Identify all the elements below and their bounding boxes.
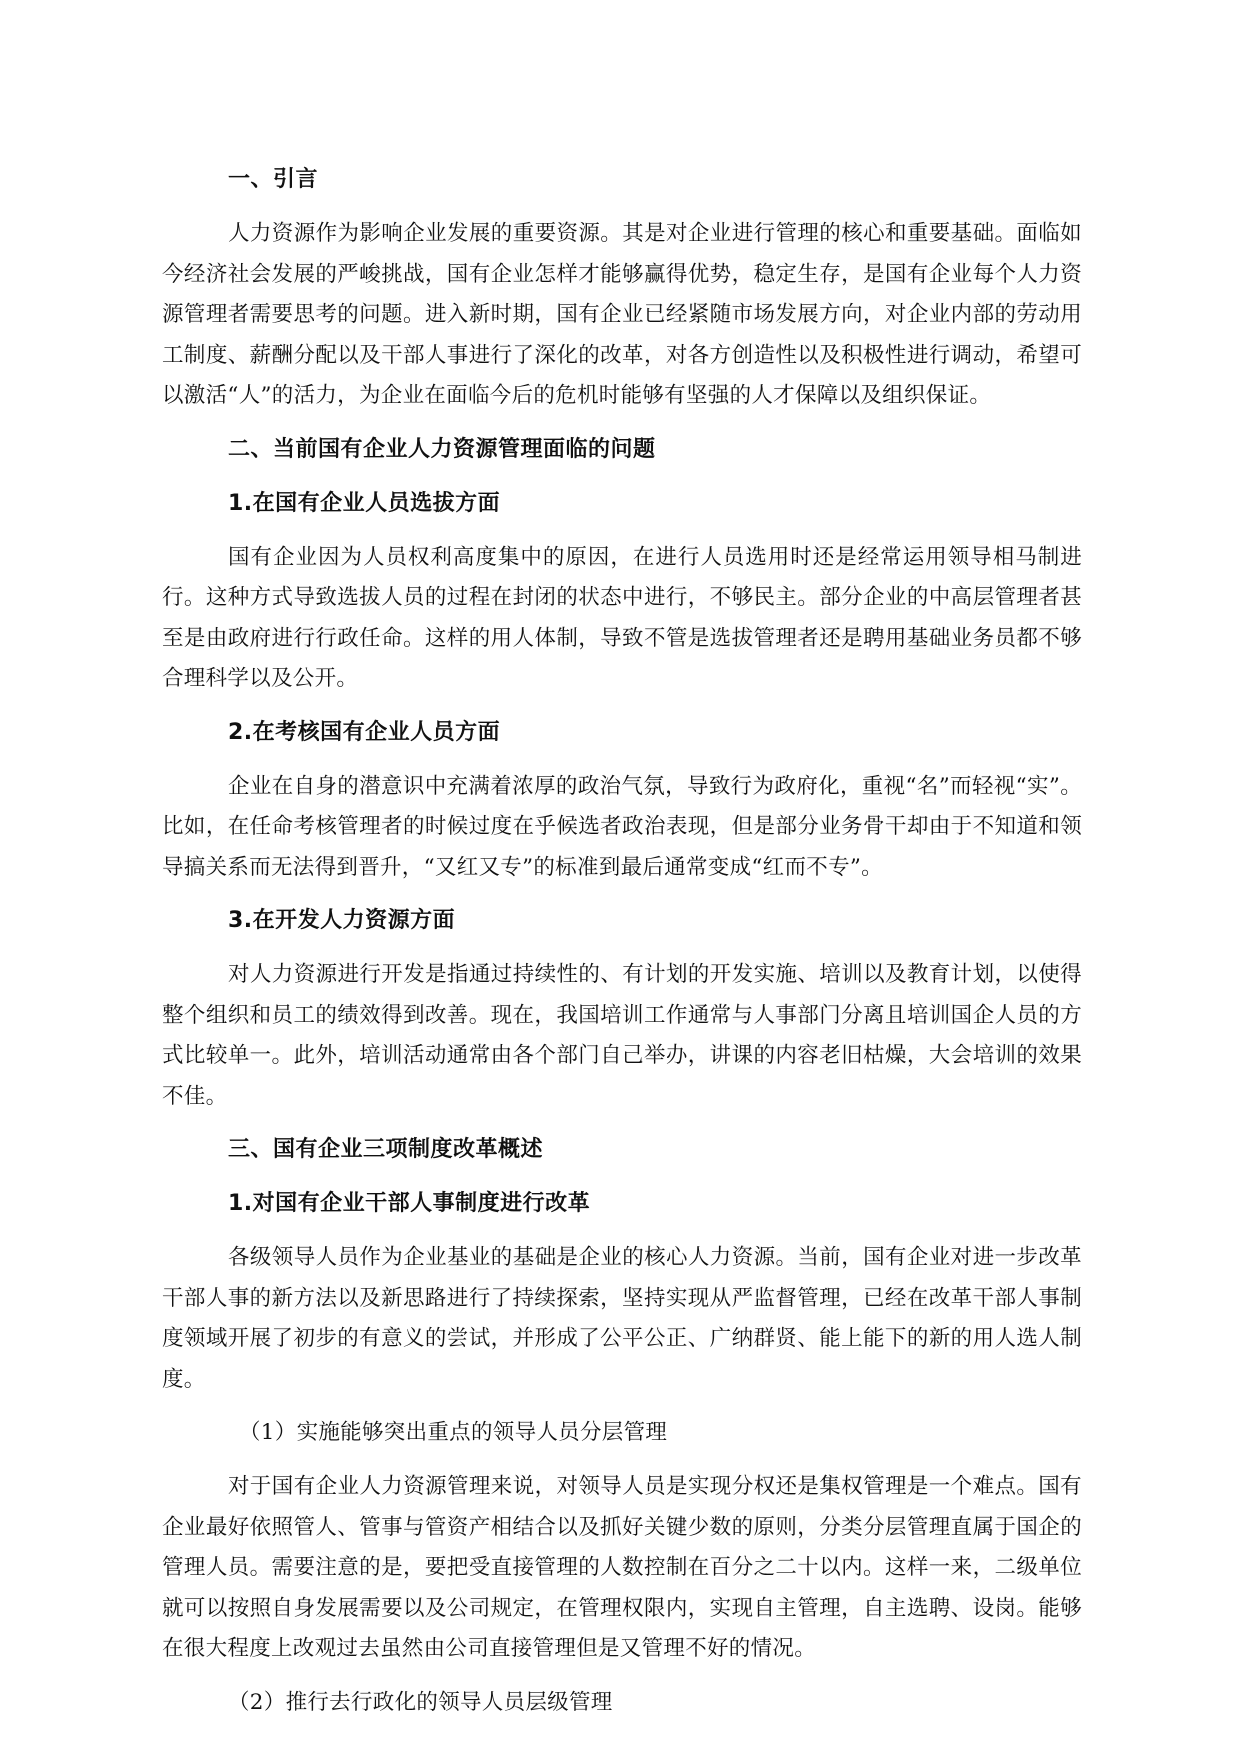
list-item-tiered-management: （1）实施能够突出重点的领导人员分层管理 [239, 1420, 668, 1445]
subheading-cadre-reform: 1.对国有企业干部人事制度进行改革 [228, 1191, 591, 1216]
paragraph-cadre-reform: 各级领导人员作为企业基业的基础是企业的核心人力资源。当前，国有企业对进一步改革干部人事的新方法以及新思路进行了持续探索，坚持实现从严监督管理，已经在改革干部人事制度领域开展了初步的有意义的尝试，并形成了公平公正、广纳群贤、能上能下的新的用人选人制度。 [162, 1245, 1082, 1392]
paragraph-personnel-assessment: 企业在自身的潜意识中充满着浓厚的政治气氛，导致行为政府化，重视“名”而轻视“实”。比如，在任命考核管理者的时候过度在乎候选者政治表现，但是部分业务骨干却由于不知道和领导搞关系而无法得到晋升，“又红又专”的标准到最后通常变成“红而不专”。 [162, 773, 1082, 880]
subheading-hr-development: 3.在开发人力资源方面 [228, 908, 456, 933]
paragraph-personnel-selection: 国有企业因为人员权利高度集中的原因，在进行人员选用时还是经常运用领导相马制进行。这种方式导致选拔人员的过程在封闭的状态中进行，不够民主。部分企业的中高层管理者甚至是由政府进行行政任命。这样的用人体制，导致不管是选拔管理者还是聘用基础业务员都不够合理科学以及公开。 [162, 544, 1082, 691]
paragraph-tiered-management: 对于国有企业人力资源管理来说，对领导人员是实现分权还是集权管理是一个难点。国有企业最好依照管人、管事与管资产相结合以及抓好关键少数的原则，分类分层管理直属于国企的管理人员。需要注意的是，要把受直接管理的人数控制在百分之二十以内。这样一来，二级单位就可以按照自身发展需要以及公司规定，在管理权限内，实现自主管理，自主选聘、设岗。能够在很大程度上改观过去虽然由公司直接管理但是又管理不好的情况。 [162, 1474, 1082, 1661]
section-heading-reform-overview: 三、国有企业三项制度改革概述 [228, 1137, 544, 1162]
document-page [162, 160, 1082, 1737]
section-heading-introduction: 一、引言 [228, 167, 319, 192]
paragraph-hr-development: 对人力资源进行开发是指通过持续性的、有计划的开发实施、培训以及教育计划，以使得整个组织和员工的绩效得到改善。现在，我国培训工作通常与人事部门分离且培训国企人员的方式比较单一。此外，培训活动通常由各个部门自己举办，讲课的内容老旧枯燥，大会培训的效果不佳。 [162, 962, 1082, 1109]
subheading-personnel-selection: 1.在国有企业人员选拔方面 [228, 490, 501, 516]
subheading-personnel-assessment: 2.在考核国有企业人员方面 [228, 719, 501, 745]
section-heading-current-problems: 二、当前国有企业人力资源管理面临的问题 [228, 436, 656, 462]
list-item-de-administrative-management: （2）推行去行政化的领导人员层级管理 [228, 1689, 613, 1715]
paragraph-introduction: 人力资源作为影响企业发展的重要资源。其是对企业进行管理的核心和重要基础。面临如今经济社会发展的严峻挑战，国有企业怎样才能够赢得优势，稳定生存，是国有企业每个人力资源管理者需要思考的问题。进入新时期，国有企业已经紧随市场发展方向，对企业内部的劳动用工制度、薪酬分配以及干部人事进行了深化的改革，对各方创造性以及积极性进行调动，希望可以激活“人”的活力，为企业在面临今后的危机时能够有坚强的人才保障以及组织保证。 [162, 221, 1082, 408]
